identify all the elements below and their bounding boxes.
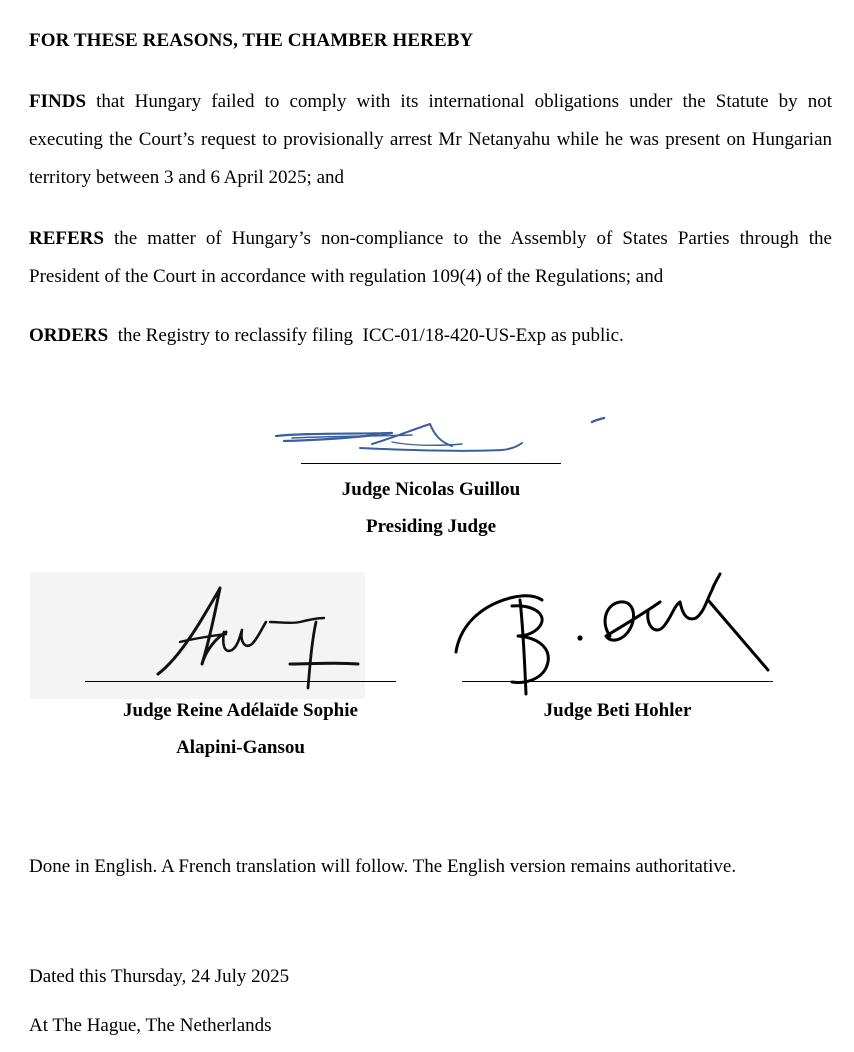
refers-text: the matter of Hungary’s non-compliance to the Assembly of States Parties through the President of the Court in accordance with regulation 109(4) of the Regulations; and [29,228,832,287]
place-line: At The Hague, The Netherlands [29,1015,272,1036]
presiding-judge-name: Judge Nicolas Guillou [341,479,521,500]
left-judge-name-line2: Alapini-Gansou [176,737,305,758]
refers-paragraph [29,220,832,296]
signature-line-left [85,681,396,682]
left-judge-name-line1: Judge Reine Adélaïde Sophie [123,700,358,721]
finds-paragraph [29,83,832,197]
orders-text: the Registry to reclassify filing ICC-01/18-420-US-Exp as public. [108,325,624,346]
signature-line-presiding [301,463,561,464]
finds-label: FINDS [29,91,87,112]
dated-line: Dated this Thursday, 24 July 2025 [29,966,290,987]
signature-hohler [450,566,790,706]
signature-alapini-gansou [140,578,380,698]
orders-paragraph [29,317,832,355]
refers-label: REFERS [29,228,104,249]
section-heading: FOR THESE REASONS, THE CHAMBER HEREBY [29,30,474,51]
language-note: Done in English. A French translation will follow. The English version remains authoritative. [29,856,737,877]
signature-line-right [462,681,773,682]
presiding-judge-role: Presiding Judge [365,516,497,537]
right-judge-name: Judge Beti Hohler [543,700,692,721]
finds-text: that Hungary failed to comply with its international obligations under the Statute by not executing the Court’s request to provisionally arrest Mr Netanyahu while he was present on Hungarian territory between 3 and 6 April 2025; and [29,91,832,188]
signature-guillou [262,400,622,470]
orders-label: ORDERS [29,325,109,346]
